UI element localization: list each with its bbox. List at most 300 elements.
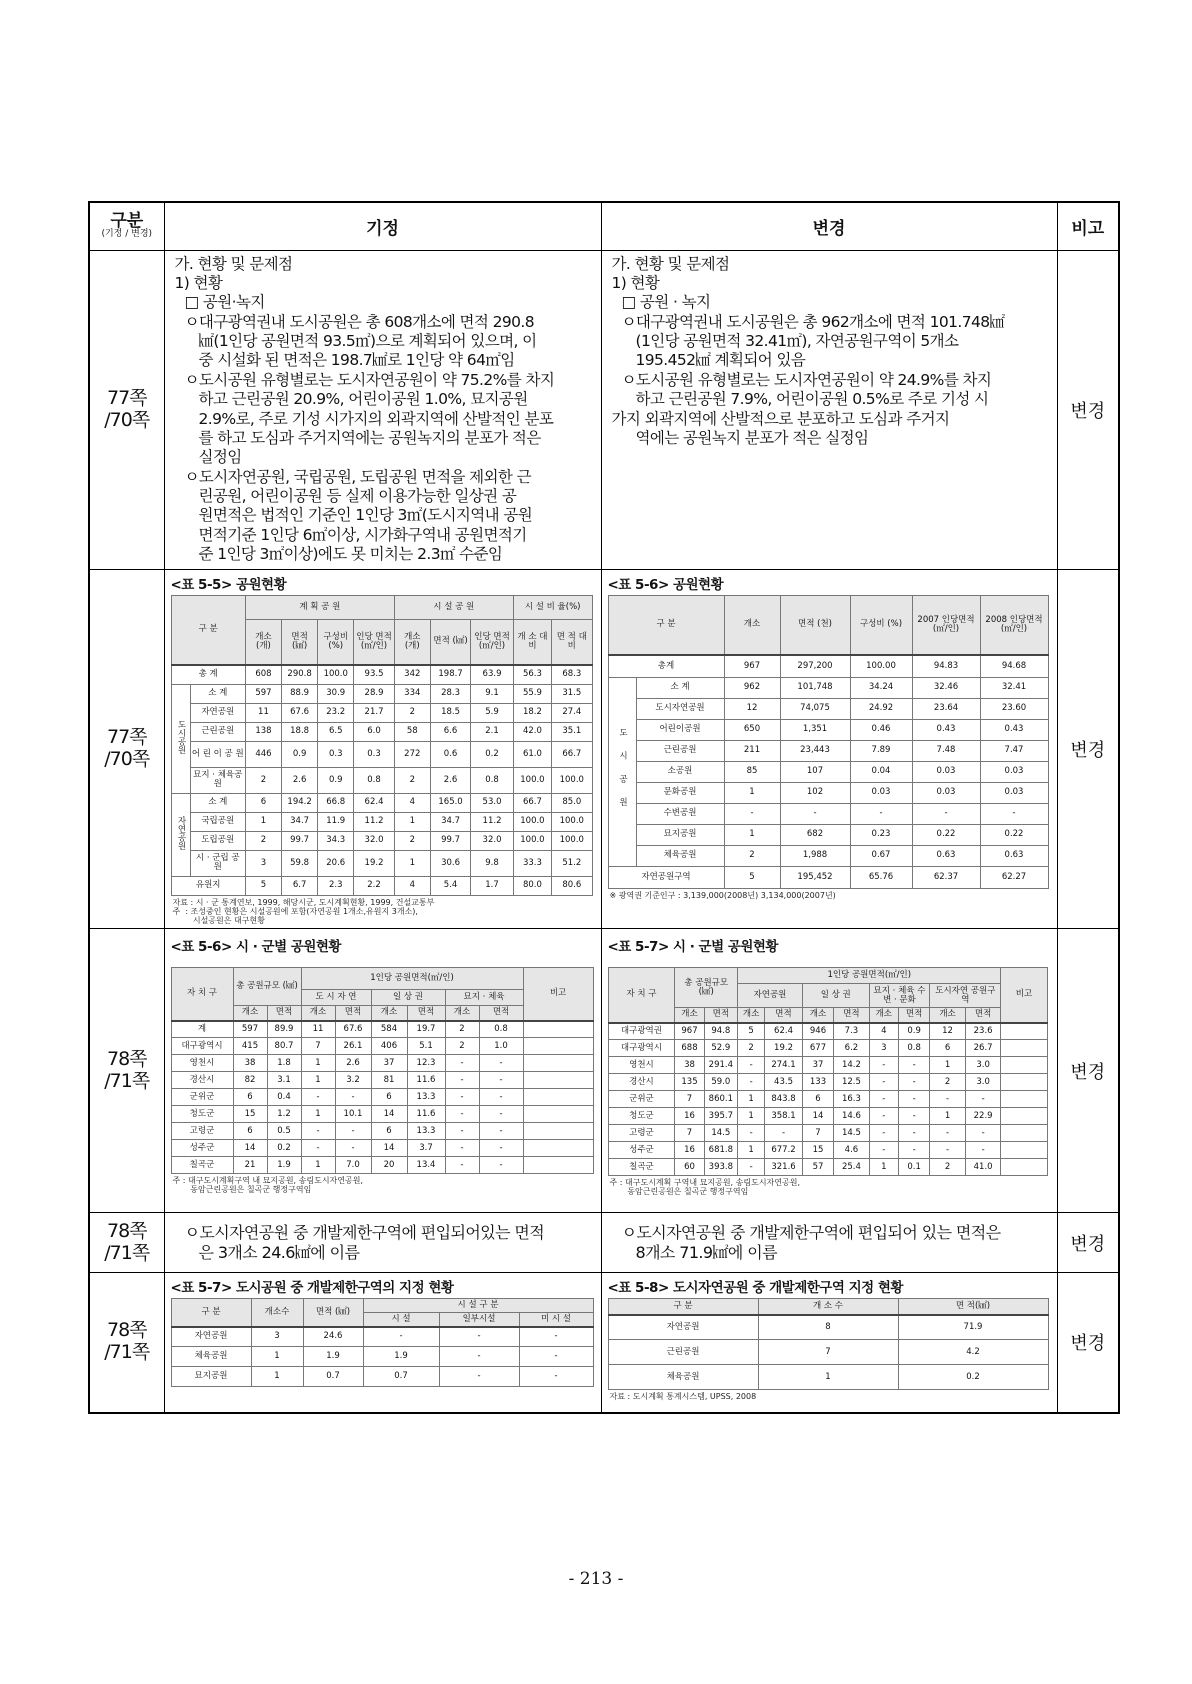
t56c-cell-3-2: 3.1 (267, 1072, 301, 1089)
t57c-cell-7-note (1001, 1142, 1047, 1159)
row1-changed-text (602, 251, 1057, 453)
t57gb-cell-2-2: 0.7 (303, 1367, 363, 1387)
t56-cell-total-0: 967 (724, 655, 780, 677)
t55-cell-city-0-6: 9.1 (471, 684, 514, 703)
row1-existing-line-9: 를 하고 도심과 주거지역에는 공원녹지의 분포가 적은 (198, 428, 541, 447)
header-note: 비고 (1057, 202, 1119, 250)
t57gb-cell-1-2: 1.9 (303, 1347, 363, 1367)
t55-row-natural-0 (171, 793, 592, 812)
t56c-cell-6-note (523, 1123, 593, 1140)
t57c-h-area-2: 면적 (834, 1008, 870, 1023)
header-changed: 변경 (601, 202, 1057, 250)
t55-row-natural-2 (171, 831, 592, 850)
header-division-label: 구분 (110, 210, 144, 231)
t56c-cell-5-6: 11.6 (407, 1106, 445, 1123)
t55-cell-label-city-1: 자연공원 (190, 703, 245, 722)
t56c-cell-6-7: - (445, 1123, 479, 1140)
t57c-cell-8-0: 칠곡군 (608, 1159, 675, 1176)
t55-cell-natural-3-8: 51.2 (552, 850, 592, 876)
t56c-cell-5-4: 10.1 (335, 1106, 371, 1123)
t56-cell-total-label: 총계 (608, 655, 724, 677)
t55-cell-natural-0-5: 165.0 (430, 793, 470, 812)
row5-changed (601, 1273, 1057, 1413)
t57c-cell-1-9: 6 (930, 1040, 966, 1057)
t56-row-2 (608, 719, 1048, 740)
t56-cell-3-0: 근린공원 (636, 740, 724, 761)
t55-cell-city-2-3: 6.0 (354, 722, 394, 741)
t57gb-cell-0-3: - (363, 1327, 439, 1347)
t57c-cell-2-1: 38 (675, 1057, 704, 1074)
row-greenbelt-text (89, 1213, 1119, 1273)
t56-h-0: 구 분 (608, 595, 724, 655)
t56c-cell-3-7: - (445, 1072, 479, 1089)
t56c-cell-5-3: 1 (301, 1106, 335, 1123)
t56-cell-1-4: 23.64 (912, 698, 980, 719)
t56-cell-4-1: 85 (724, 761, 780, 782)
t55-h-planned: 계 획 공 원 (245, 595, 394, 619)
t56-cell-6-2: - (780, 803, 850, 824)
t55-cell-natural-3-2: 20.6 (318, 850, 354, 876)
t56-cell-6-0: 수변공원 (636, 803, 724, 824)
t56c-cell-5-5: 14 (371, 1106, 407, 1123)
t57c-cell-4-8: - (898, 1091, 929, 1108)
table-5-8-source: 자료 : 도시계획 통계시스템, UPSS, 2008 (609, 1392, 757, 1402)
t56c-cell-6-8: - (479, 1123, 523, 1140)
t56-cell-8-4: 0.63 (912, 845, 980, 866)
t56-cell-4-2: 107 (780, 761, 850, 782)
t57c-cell-1-note (1001, 1040, 1047, 1057)
t57c-cell-7-6: 4.6 (834, 1142, 870, 1159)
t55-cell-natural-1-2: 11.9 (318, 812, 354, 831)
t55-row-total (171, 665, 592, 684)
t56-cell-total-2: 100.00 (850, 655, 912, 677)
t55-cell-natural-3-7: 33.3 (513, 850, 551, 876)
t56-cell-5-3: 0.03 (850, 782, 912, 803)
t56c-cell-3-note (523, 1072, 593, 1089)
t57gb-cell-0-0: 자연공원 (171, 1327, 251, 1347)
t55-cell-label-natural-1: 국립공원 (190, 812, 245, 831)
table-5-8 (608, 1298, 1049, 1390)
table-5-8-caption: <표 5-8> 도시자연공원 중 개발제한구역 지정 현황 (607, 1280, 903, 1297)
t57c-cell-0-4: 62.4 (765, 1023, 803, 1040)
t57c-cell-6-4: - (765, 1125, 803, 1142)
row1-changed (601, 250, 1057, 569)
row1-existing-text (165, 251, 601, 569)
t58-row-2 (608, 1365, 1048, 1390)
t55-cell-city-1-1: 67.6 (282, 703, 318, 722)
t56c-cell-2-note (523, 1055, 593, 1072)
t56-cell-0-3: 34.24 (850, 677, 912, 698)
t56c-cell-7-8: - (479, 1140, 523, 1157)
row2-changed (601, 569, 1057, 929)
t58-cell-0-1: 8 (758, 1315, 898, 1340)
t58-cell-2-2: 0.2 (898, 1365, 1048, 1390)
t55-cell-city-2-7: 42.0 (513, 722, 551, 741)
t56c-cell-7-2: 0.2 (267, 1140, 301, 1157)
t55-h-fpercap: 인당 면적 (㎡/인) (471, 619, 514, 665)
row1-changed-line-6: ㅇ도시공원 유형별로는 도시자연공원이 약 24.9%를 차지 (621, 370, 992, 389)
t56c-cell-2-1: 38 (233, 1055, 267, 1072)
t56c-h-area-3: 면적 (479, 1006, 523, 1021)
t55-cell-city-0-0: 597 (245, 684, 281, 703)
t56c-h-region: 자 치 구 (171, 968, 233, 1021)
t55-group-label-city: 도시공원 (176, 720, 187, 755)
t55-cell-city-2-0: 138 (245, 722, 281, 741)
t57c-h-percap: 1인당 공원면적(㎡/인) (738, 968, 1001, 984)
row3-note: 변경 (1057, 929, 1119, 1213)
t55-row-natural-3 (171, 850, 592, 876)
t56c-cell-8-8: - (479, 1157, 523, 1174)
t57c-cell-7-4: 677.2 (765, 1142, 803, 1159)
row3-division (89, 929, 164, 1213)
t55-cell-total-8: 68.3 (552, 665, 592, 684)
t57gb-cell-1-3: 1.9 (363, 1347, 439, 1367)
t55-cell-natural-3-5: 30.6 (430, 850, 470, 876)
t56c-h-note: 비고 (523, 968, 593, 1021)
t56c-cell-0-2: 89.9 (267, 1021, 301, 1038)
t57c-cell-2-8: - (898, 1057, 929, 1074)
t56c-h-cemetery: 묘지 · 체육 (445, 990, 523, 1006)
t56c-cell-3-5: 81 (371, 1072, 407, 1089)
t55-cell-city-0-3: 28.9 (354, 684, 394, 703)
t55-cell-natural-3-6: 9.8 (471, 850, 514, 876)
t56c-cell-7-7: - (445, 1140, 479, 1157)
t56c-cell-4-4: - (335, 1089, 371, 1106)
t56-cell-5-5: 0.03 (980, 782, 1048, 803)
t56c-cell-2-0: 영천시 (171, 1055, 233, 1072)
t55-cell-amuse-1: 6.7 (282, 876, 318, 895)
t57c-cell-1-1: 688 (675, 1040, 704, 1057)
t57c-cell-5-8: - (898, 1108, 929, 1125)
t56-cell-8-5: 0.63 (980, 845, 1048, 866)
page-number: - 213 - (568, 1569, 624, 1589)
t57c-cell-7-1: 16 (675, 1142, 704, 1159)
t57gb-cell-2-3: 0.7 (363, 1367, 439, 1387)
t57c-cell-4-4: 843.8 (765, 1091, 803, 1108)
t57c-cell-3-8: - (898, 1074, 929, 1091)
row1-changed-line-8: 가지 외곽지역에 산발적으로 분포하고 도심과 주거지 (611, 409, 950, 428)
t55-cell-natural-0-6: 53.0 (471, 793, 514, 812)
t55-cell-natural-2-3: 32.0 (354, 831, 394, 850)
t55-h-division: 구 분 (171, 595, 245, 665)
t57c-cell-7-9: - (930, 1142, 966, 1159)
table-5-7-city-caption: <표 5-7> 시 · 군별 공원현황 (607, 939, 778, 956)
t56-cell-3-2: 23,443 (780, 740, 850, 761)
t56-cell-1-2: 74,075 (780, 698, 850, 719)
t55-cell-label-city-3: 어 린 이 공 원 (190, 741, 245, 767)
row4-div-a: 78쪽 (106, 1219, 147, 1242)
t56-row-0 (608, 677, 1048, 698)
t56c-cell-7-6: 3.7 (407, 1140, 445, 1157)
t55-cell-amuse-6: 1.7 (471, 876, 514, 895)
t55-cell-city-1-7: 18.2 (513, 703, 551, 722)
row1-existing-line-3: ㅇ대구광역권내 도시공원은 총 608개소에 면적 290.8 (184, 312, 535, 331)
row3-changed (601, 929, 1057, 1213)
t57c-cell-0-7: 4 (869, 1023, 898, 1040)
t55-row-city-0 (171, 684, 592, 703)
t57c-cell-0-10: 23.6 (965, 1023, 1001, 1040)
row2-existing (164, 569, 601, 929)
t57gb-cell-2-1: 1 (251, 1367, 303, 1387)
row4-changed-line-0: ㅇ도시자연공원 중 개발제한구역에 편입되어 있는 면적은 (621, 1222, 1001, 1242)
t57gb-cell-2-4: - (439, 1367, 519, 1387)
t56c-cell-2-3: 1 (301, 1055, 335, 1072)
t56-cell-0-4: 32.46 (912, 677, 980, 698)
t57c-cell-1-7: 3 (869, 1040, 898, 1057)
row1-changed-line-4: (1인당 공원면적 32.41㎡), 자연공원구역이 5개소 (635, 332, 959, 350)
t56-cell-5-4: 0.03 (912, 782, 980, 803)
t55-cell-city-0-7: 55.9 (513, 684, 551, 703)
t56c-h-natural: 도 시 자 연 (301, 990, 371, 1006)
t57c-h-daily: 일 상 권 (802, 984, 869, 1008)
t56-row-6 (608, 803, 1048, 824)
row1-existing-line-12: 린공원, 어린이공원 등 실제 이용가능한 일상권 공 (198, 487, 517, 505)
t55-cell-natural-2-2: 34.3 (318, 831, 354, 850)
row5-div-a: 78쪽 (106, 1319, 147, 1342)
row4-existing (164, 1213, 601, 1273)
t55-cell-city-3-7: 61.0 (513, 741, 551, 767)
t55-cell-label-natural-2: 도립공원 (190, 831, 245, 850)
t57c-cell-7-7: - (869, 1142, 898, 1159)
row4-division (89, 1213, 164, 1273)
t56-cell-5-1: 1 (724, 782, 780, 803)
row2-div-a: 77쪽 (106, 725, 147, 748)
header-division-sub: (기정 / 변경) (101, 229, 153, 240)
t56c-cell-3-0: 경산시 (171, 1072, 233, 1089)
t56c-cell-0-0: 계 (171, 1021, 233, 1038)
t55-cell-natural-1-4: 1 (394, 812, 430, 831)
row-city-park-table (89, 929, 1119, 1213)
t56-cell-6-4: - (912, 803, 980, 824)
t56c-cell-0-5: 584 (371, 1021, 407, 1038)
t57c-cell-3-7: - (869, 1074, 898, 1091)
t56-cell-total-1: 297,200 (780, 655, 850, 677)
t58-cell-0-0: 자연공원 (608, 1315, 758, 1340)
table-5-7-city (608, 967, 1048, 1176)
t56-h-5: 2008 인당면적 (㎡/인) (980, 595, 1048, 655)
t57c-cell-1-10: 26.7 (965, 1040, 1001, 1057)
table-5-7-gb-caption: <표 5-7> 도시공원 중 개발제한구역의 지정 현황 (170, 1280, 454, 1297)
t57c-h-total: 총 공원규모 (㎢) (675, 968, 738, 1008)
t57c-cell-3-5: 133 (802, 1074, 833, 1091)
t57c-cell-5-7: - (869, 1108, 898, 1125)
t55-cell-city-1-2: 23.2 (318, 703, 354, 722)
t57c-cell-8-1: 60 (675, 1159, 704, 1176)
t55-cell-city-3-4: 272 (394, 741, 430, 767)
t55-cell-total-6: 63.9 (471, 665, 514, 684)
t57c-cell-3-0: 경산시 (608, 1074, 675, 1091)
t56c-cell-1-0: 대구광역시 (171, 1038, 233, 1055)
t56c-cell-4-2: 0.4 (267, 1089, 301, 1106)
t58-h-1: 개 소 수 (758, 1299, 898, 1315)
t56c-cell-4-0: 군위군 (171, 1089, 233, 1106)
t57c-cell-5-1: 16 (675, 1108, 704, 1125)
row1-existing-line-7: 하고 근린공원 20.9%, 어린이공원 1.0%, 묘지공원 (198, 390, 528, 409)
t56-cell-8-2: 1,988 (780, 845, 850, 866)
t55-cell-city-0-5: 28.3 (430, 684, 470, 703)
t57gb-cell-2-0: 묘지공원 (171, 1367, 251, 1387)
t57c-source-line-0: 주 : 대구도시계획 구역내 묘지공원, 송림도시자연공원, (609, 1178, 801, 1188)
t56-row-total (608, 655, 1048, 677)
row3-div-a: 78쪽 (106, 1047, 147, 1070)
t55-cell-natural-0-3: 62.4 (354, 793, 394, 812)
t57c-cell-6-2: 14.5 (704, 1125, 737, 1142)
t56c-cell-6-6: 13.3 (407, 1123, 445, 1140)
t56c-cell-2-5: 37 (371, 1055, 407, 1072)
t55-source-line-0: 자료 : 시 · 군 통계연보, 1999, 해당시군, 도시계획현황, 1999, 건설교통부 (172, 897, 435, 907)
t57c-row-7 (608, 1142, 1047, 1159)
t55-cell-total-2: 100.0 (318, 665, 354, 684)
t56c-cell-2-2: 1.8 (267, 1055, 301, 1072)
t57gb-h-area: 면적 (㎢) (303, 1299, 363, 1327)
t57c-h-nzone: 도시자연 공원구역 (930, 984, 1001, 1008)
t57c-row-8 (608, 1159, 1047, 1176)
t56c-cell-2-8: - (479, 1055, 523, 1072)
t55-cell-city-0-8: 31.5 (552, 684, 592, 703)
table-5-5-source (165, 896, 601, 929)
t55-cell-city-3-1: 0.9 (282, 741, 318, 767)
table-5-5 (171, 595, 593, 896)
t55-cell-amuse-7: 80.0 (513, 876, 551, 895)
t56c-cell-5-1: 15 (233, 1106, 267, 1123)
t56-cell-1-0: 도시자연공원 (636, 698, 724, 719)
t55-cell-natural-2-5: 99.7 (430, 831, 470, 850)
row4-div-b: /71쪽 (104, 1241, 150, 1264)
t55-cell-city-3-0: 446 (245, 741, 281, 767)
row1-division (89, 250, 164, 569)
t55-cell-total-4: 342 (394, 665, 430, 684)
t56c-cell-5-7: - (445, 1106, 479, 1123)
t57c-cell-4-6: 16.3 (834, 1091, 870, 1108)
t56c-cell-0-7: 2 (445, 1021, 479, 1038)
t55-cell-natural-0-4: 4 (394, 793, 430, 812)
t55-cell-natural-0-1: 194.2 (282, 793, 318, 812)
t56c-cell-7-3: - (301, 1140, 335, 1157)
t55-cell-city-3-6: 0.2 (471, 741, 514, 767)
t57c-h-note: 비고 (1001, 968, 1047, 1023)
t56c-cell-3-4: 3.2 (335, 1072, 371, 1089)
t56c-cell-8-3: 1 (301, 1157, 335, 1174)
t56c-source-line-1: 동암근린공원은 칠곡군 행정구역임 (172, 1185, 312, 1195)
t57c-cell-5-10: 22.9 (965, 1108, 1001, 1125)
t56-cell-total-3: 94.83 (912, 655, 980, 677)
t56-h-2: 면적 (천) (780, 595, 850, 655)
t56c-cell-6-2: 0.5 (267, 1123, 301, 1140)
header-existing: 기정 (164, 202, 601, 250)
t56c-cell-1-6: 5.1 (407, 1038, 445, 1055)
t57c-cell-0-9: 12 (930, 1023, 966, 1040)
t57gb-h-done: 시 설 (363, 1313, 439, 1327)
t57gb-cell-1-1: 1 (251, 1347, 303, 1367)
t57c-cell-1-8: 0.8 (898, 1040, 929, 1057)
t57c-cell-6-10: - (965, 1125, 1001, 1142)
t55-h-area: 면적 (㎢) (282, 619, 318, 665)
t57c-cell-6-7: - (869, 1125, 898, 1142)
t57c-cell-3-1: 135 (675, 1074, 704, 1091)
t56c-cell-8-7: - (445, 1157, 479, 1174)
t56c-cell-1-2: 80.7 (267, 1038, 301, 1055)
t55-group-label-natural: 자연공원 (176, 816, 187, 851)
t56-row-5 (608, 782, 1048, 803)
table-5-7-city-source (602, 1176, 1057, 1199)
t55-cell-amuse-label: 유원지 (171, 876, 245, 895)
t55-cell-label-natural-0: 소 계 (190, 793, 245, 812)
row4-existing-text (165, 1219, 601, 1267)
t55-group-city (171, 684, 190, 793)
t57c-cell-4-1: 7 (675, 1091, 704, 1108)
t55-cell-natural-0-8: 85.0 (552, 793, 592, 812)
t57c-row-0 (608, 1023, 1047, 1040)
row4-existing-line-0: ㅇ도시자연공원 중 개발제한구역에 편입되어있는 면적 (184, 1222, 545, 1242)
t57gb-cell-1-4: - (439, 1347, 519, 1367)
t56-cell-1-1: 12 (724, 698, 780, 719)
t56c-cell-4-3: - (301, 1089, 335, 1106)
t56c-cell-3-8: - (479, 1072, 523, 1089)
t55-cell-city-4-0: 2 (245, 767, 281, 793)
t55-cell-city-4-8: 100.0 (552, 767, 592, 793)
t55-cell-label-city-2: 근린공원 (190, 722, 245, 741)
t56-cell-7-2: 682 (780, 824, 850, 845)
row1-changed-line-5: 195.452㎢ 계획되어 있음 (635, 351, 806, 370)
t55-cell-natural-3-0: 3 (245, 850, 281, 876)
t55-h-ratio: 시 설 비 율(%) (513, 595, 592, 619)
t55-group-natural (171, 793, 190, 876)
t56c-cell-5-note (523, 1106, 593, 1123)
t55-source-line-2: 시설공원은 대구현황 (172, 915, 265, 925)
t56-cell-8-0: 체육공원 (636, 845, 724, 866)
t56c-cell-7-4: - (335, 1140, 371, 1157)
t56c-row-7 (171, 1140, 593, 1157)
t57c-cell-6-3: - (738, 1125, 765, 1142)
t55-row-natural-1 (171, 812, 592, 831)
row1-existing (164, 250, 601, 569)
t56c-cell-0-note (523, 1021, 593, 1038)
t57c-source-line-1: 동암근린공원은 칠곡군 행정구역임 (609, 1187, 749, 1197)
t57c-cell-4-0: 군위군 (608, 1091, 675, 1108)
t55-cell-city-2-6: 2.1 (471, 722, 514, 741)
t57c-row-4 (608, 1091, 1047, 1108)
row1-existing-line-11: ㅇ도시자연공원, 국립공원, 도립공원 면적을 제외한 근 (184, 467, 531, 486)
t56-cell-2-0: 어린이공원 (636, 719, 724, 740)
t57c-cell-6-8: - (898, 1125, 929, 1142)
t57c-cell-6-6: 14.5 (834, 1125, 870, 1142)
t57c-cell-2-0: 영천시 (608, 1057, 675, 1074)
t55-cell-city-3-2: 0.3 (318, 741, 354, 767)
t57c-cell-0-6: 7.3 (834, 1023, 870, 1040)
t55-h-rarea: 면 적 대 비 (552, 619, 592, 665)
t55-cell-city-1-6: 5.9 (471, 703, 514, 722)
t56-group-label: 도 시 공 원 (617, 727, 628, 813)
t57c-cell-3-6: 12.5 (834, 1074, 870, 1091)
t58-cell-1-1: 7 (758, 1340, 898, 1365)
t56-cell-0-5: 32.41 (980, 677, 1048, 698)
t56c-cell-3-6: 11.6 (407, 1072, 445, 1089)
t57c-cell-1-0: 대구광역시 (608, 1040, 675, 1057)
t55-cell-amuse-8: 80.6 (552, 876, 592, 895)
t56c-cell-6-4: - (335, 1123, 371, 1140)
t55-cell-natural-3-1: 59.8 (282, 850, 318, 876)
row1-changed-line-0: 가. 현황 및 문제점 (611, 254, 730, 273)
t57c-cell-6-0: 고령군 (608, 1125, 675, 1142)
t57c-h-count-2: 개소 (802, 1008, 833, 1023)
t57c-cell-8-8: 0.1 (898, 1159, 929, 1176)
t55-cell-city-4-4: 2 (394, 767, 430, 793)
t56-cell-6-1: - (724, 803, 780, 824)
row1-existing-line-8: 2.9%로, 주로 기성 시가지의 외곽지역에 산발적인 분포 (198, 409, 554, 428)
row1-existing-line-4: ㎢(1인당 공원면적 93.5㎡)으로 계획되어 있으며, 이 (198, 332, 537, 350)
t56-cell-5-2: 102 (780, 782, 850, 803)
row5-note: 변경 (1057, 1273, 1119, 1413)
